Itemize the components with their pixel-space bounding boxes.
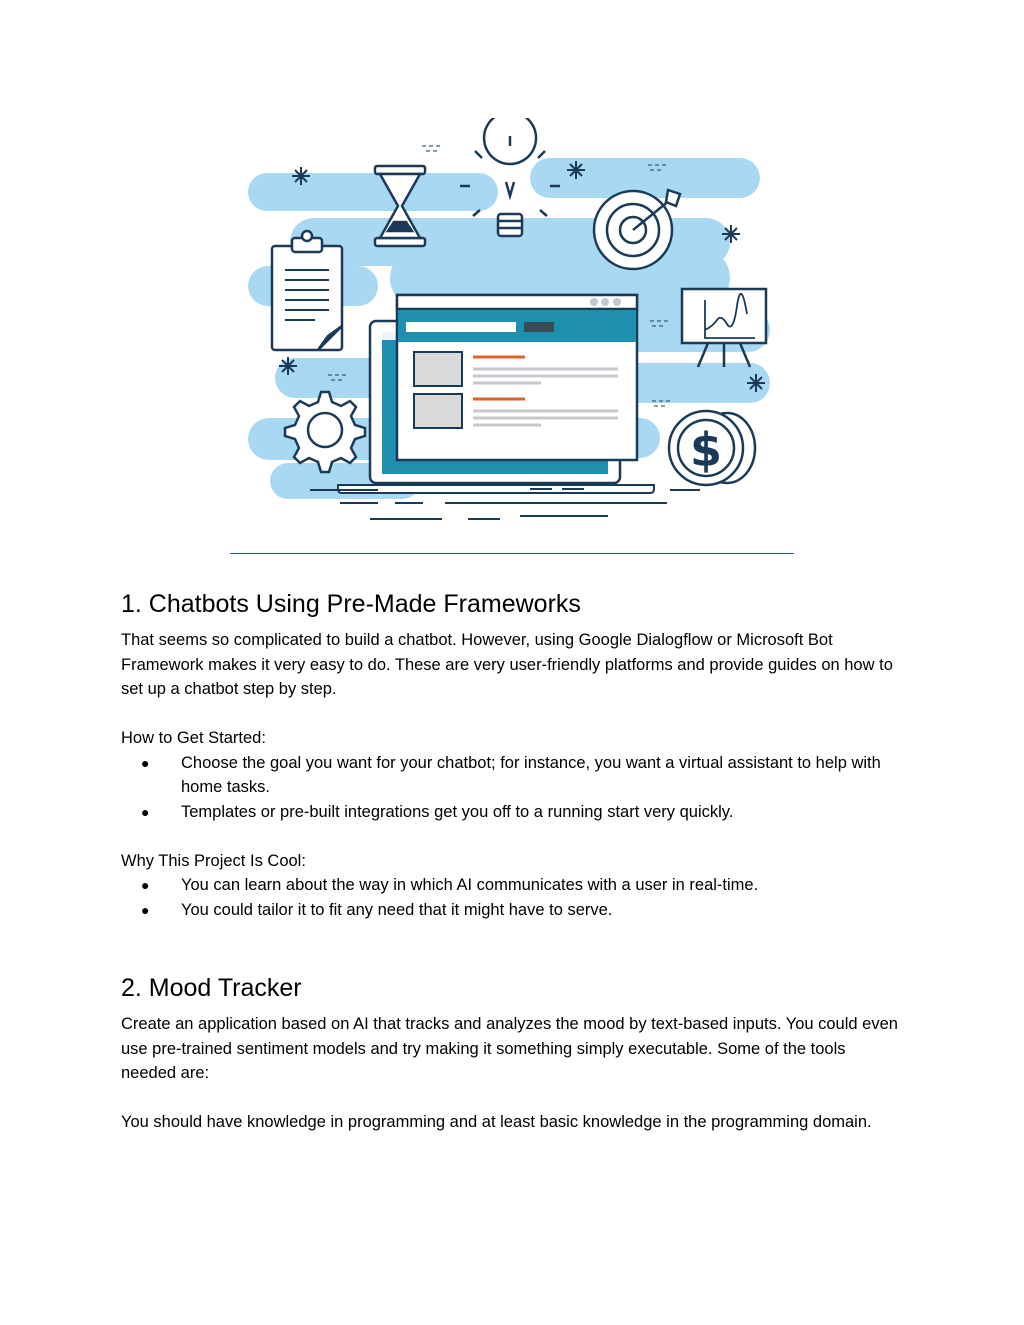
paragraph: You should have knowledge in programming and at least basic knowledge in the programming domain. bbox=[121, 1113, 872, 1131]
list-item: ● You could tailor it to fit any need that it might have to serve. bbox=[121, 898, 903, 923]
chart-easel-icon bbox=[682, 289, 766, 367]
section-heading: 1. Chatbots Using Pre-Made Frameworks bbox=[121, 590, 581, 618]
gear-icon bbox=[285, 392, 365, 472]
image-underline bbox=[230, 553, 794, 554]
browser-window-icon bbox=[397, 295, 637, 460]
list-item: ● Templates or pre-built integrations get you off to a running start very quickly. bbox=[121, 800, 903, 825]
clipboard-icon bbox=[272, 231, 342, 350]
bullet-icon: ● bbox=[141, 803, 150, 820]
section-heading: 2. Mood Tracker bbox=[121, 974, 302, 1002]
bullet-list bbox=[121, 873, 903, 922]
section-mood-tracker bbox=[121, 972, 903, 1135]
list-item: ● You can learn about the way in which AI communicates with a user in real-time. bbox=[121, 873, 903, 898]
article-body bbox=[121, 588, 903, 1135]
list-item: ● Choose the goal you want for your chatbot; for instance, you want a virtual assistant to help with home tasks. bbox=[121, 751, 903, 800]
svg-text:$: $ bbox=[689, 423, 723, 477]
hero-illustration bbox=[230, 118, 794, 550]
bullet-icon: ● bbox=[141, 877, 150, 893]
bullet-list bbox=[121, 751, 903, 825]
bullet-icon: ● bbox=[141, 901, 150, 918]
paragraph: Create an application based on AI that tracks and analyzes the mood by text-based inputs. You could even use pre-trained sentiment models and try making it something simply executable. Some of the tools needed are: bbox=[121, 1015, 898, 1082]
bullet-icon: ● bbox=[141, 754, 150, 771]
list-label: Why This Project Is Cool: bbox=[121, 851, 306, 870]
dollar-coin-icon bbox=[669, 411, 755, 485]
list-label: How to Get Started: bbox=[121, 729, 266, 747]
section-intro: That seems so complicated to build a chatbot. However, using Google Dialogflow or Microsoft Bot Framework makes it very easy to do. These are very user-friendly platforms and provide guides on how to set up a chatbot step by step. bbox=[121, 631, 893, 698]
section-chatbots bbox=[121, 588, 903, 922]
